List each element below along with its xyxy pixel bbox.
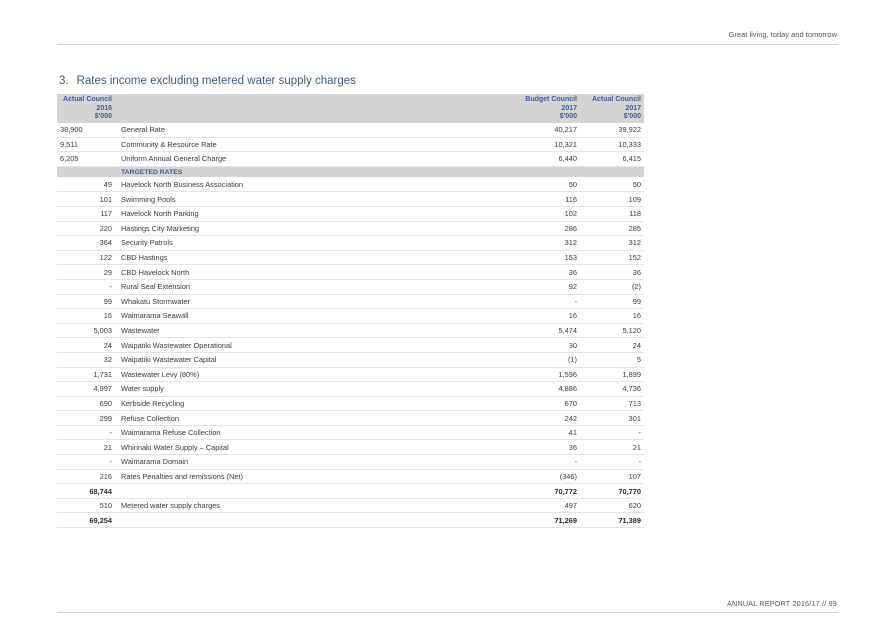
cell-label — [115, 484, 516, 499]
header-actual-2016-line1: Actual Council — [62, 96, 112, 103]
cell-actual: 50 — [580, 177, 644, 192]
cell-actual: 118 — [580, 206, 644, 221]
cell-prior: - — [57, 279, 115, 294]
cell-budget: 153 — [516, 250, 580, 265]
table-row — [57, 352, 644, 367]
cell-prior: 4,997 — [57, 382, 115, 397]
cell-prior: 24 — [57, 338, 115, 353]
table-row — [57, 177, 644, 192]
cell-budget: 41 — [516, 425, 580, 440]
cell-budget: 92 — [516, 279, 580, 294]
header-actual-2017 — [580, 94, 644, 123]
subheader-blank-actual — [580, 166, 644, 177]
cell-prior: 216 — [57, 469, 115, 484]
header-actual-2017-line2: 2017 — [625, 104, 641, 112]
cell-actual: 620 — [580, 498, 644, 513]
cell-actual: 107 — [580, 469, 644, 484]
cell-actual: 5 — [580, 352, 644, 367]
table-row — [57, 265, 644, 280]
cell-actual: 285 — [580, 221, 644, 236]
header-budget-2017-line3: $'000 — [559, 113, 577, 120]
footer-divider — [57, 612, 838, 613]
cell-prior: 49 — [57, 177, 115, 192]
cell-budget: 36 — [516, 440, 580, 455]
footer-page-label: ANNUAL REPORT 2016/17 // 99 — [727, 599, 837, 608]
cell-actual: 39,922 — [580, 123, 644, 138]
table-row — [57, 440, 644, 455]
table-row — [57, 206, 644, 221]
cell-label: Waipatiki Wastewater Operational — [115, 338, 516, 353]
cell-budget: 5,474 — [516, 323, 580, 338]
subheader-blank-prior — [57, 166, 115, 177]
cell-label: Kerbside Recycling — [115, 396, 516, 411]
table-row — [57, 469, 644, 484]
header-budget-2017 — [516, 94, 580, 123]
cell-prior: - — [57, 455, 115, 470]
cell-actual: 5,120 — [580, 323, 644, 338]
cell-budget: 6,440 — [516, 152, 580, 167]
cell-label: Rural Seal Extension — [115, 279, 516, 294]
cell-actual: 70,770 — [580, 484, 644, 499]
cell-label: CBD Havelock North — [115, 265, 516, 280]
cell-budget: 497 — [516, 498, 580, 513]
table-row — [57, 152, 644, 167]
targeted-rates-heading: TARGETED RATES — [115, 166, 516, 177]
section-title-text: Rates income excluding metered water supply charges — [76, 75, 356, 87]
cell-actual: 1,899 — [580, 367, 644, 382]
cell-label: Havelock North Business Association — [115, 177, 516, 192]
cell-budget: 116 — [516, 192, 580, 207]
cell-actual: 6,415 — [580, 152, 644, 167]
table-row — [57, 455, 644, 470]
cell-actual: 71,389 — [580, 513, 644, 528]
cell-actual: - — [580, 455, 644, 470]
cell-budget: 1,596 — [516, 367, 580, 382]
cell-prior: 364 — [57, 236, 115, 251]
header-budget-2017-line1: Budget Council — [525, 96, 577, 103]
cell-actual: 99 — [580, 294, 644, 309]
header-actual-2016-line2: 2016 — [96, 104, 112, 112]
cell-prior: 16 — [57, 309, 115, 324]
cell-actual: 109 — [580, 192, 644, 207]
cell-label: Waimarama Refuse Collection — [115, 425, 516, 440]
subheader-blank-budget — [516, 166, 580, 177]
table-body — [57, 123, 644, 528]
cell-prior: 29 — [57, 265, 115, 280]
cell-prior: 38,900 — [57, 123, 115, 138]
cell-prior: 32 — [57, 352, 115, 367]
cell-budget: 670 — [516, 396, 580, 411]
table-row — [57, 123, 644, 138]
cell-label: Waimarama Domain — [115, 455, 516, 470]
cell-budget: 50 — [516, 177, 580, 192]
cell-actual: 312 — [580, 236, 644, 251]
cell-budget: (346) — [516, 469, 580, 484]
cell-budget: 102 — [516, 206, 580, 221]
table-row — [57, 192, 644, 207]
header-budget-2017-line2: 2017 — [561, 104, 577, 112]
table-row — [57, 367, 644, 382]
cell-prior: 101 — [57, 192, 115, 207]
cell-prior: 299 — [57, 411, 115, 426]
cell-budget: 30 — [516, 338, 580, 353]
table-row — [57, 382, 644, 397]
cell-actual: 713 — [580, 396, 644, 411]
cell-prior: 510 — [57, 498, 115, 513]
cell-actual: - — [580, 425, 644, 440]
cell-budget: 4,886 — [516, 382, 580, 397]
cell-prior: 690 — [57, 396, 115, 411]
table-row — [57, 309, 644, 324]
cell-budget: - — [516, 294, 580, 309]
cell-actual: 301 — [580, 411, 644, 426]
cell-budget: 71,269 — [516, 513, 580, 528]
table-row — [57, 411, 644, 426]
cell-label: Whakatu Stormwater — [115, 294, 516, 309]
cell-prior: 1,731 — [57, 367, 115, 382]
cell-label: Waipatiki Wastewater Capital — [115, 352, 516, 367]
cell-label: Security Patrols — [115, 236, 516, 251]
header-actual-2017-line3: $'000 — [623, 113, 641, 120]
cell-budget: - — [516, 455, 580, 470]
cell-actual: (2) — [580, 279, 644, 294]
table-row — [57, 137, 644, 152]
cell-prior: 6,205 — [57, 152, 115, 167]
cell-prior: - — [57, 425, 115, 440]
targeted-rates-heading-row — [57, 166, 644, 177]
cell-label: Metered water supply charges — [115, 498, 516, 513]
cell-prior: 69,254 — [57, 513, 115, 528]
table-row — [57, 396, 644, 411]
cell-budget: (1) — [516, 352, 580, 367]
table-row — [57, 425, 644, 440]
cell-actual: 10,333 — [580, 137, 644, 152]
cell-actual: 16 — [580, 309, 644, 324]
section-number: 3. — [59, 75, 69, 87]
cell-label: Community & Resource Rate — [115, 137, 516, 152]
table-row — [57, 221, 644, 236]
cell-label: Water supply — [115, 382, 516, 397]
header-actual-2016-line3: $'000 — [94, 113, 112, 120]
cell-label: Havelock North Parking — [115, 206, 516, 221]
cell-prior: 9,511 — [57, 137, 115, 152]
header-actual-2016 — [57, 94, 115, 123]
cell-label: General Rate — [115, 123, 516, 138]
cell-label: Wastewater Levy (80%) — [115, 367, 516, 382]
table-row — [57, 294, 644, 309]
header-divider — [57, 44, 838, 45]
table-row — [57, 498, 644, 513]
cell-prior: 21 — [57, 440, 115, 455]
header-tagline: Great living, today and tomorrow — [728, 30, 837, 39]
cell-prior: 220 — [57, 221, 115, 236]
cell-prior: 5,003 — [57, 323, 115, 338]
cell-label: Wastewater — [115, 323, 516, 338]
cell-budget: 312 — [516, 236, 580, 251]
cell-budget: 40,217 — [516, 123, 580, 138]
cell-label: Refuse Collection — [115, 411, 516, 426]
cell-actual: 4,736 — [580, 382, 644, 397]
cell-prior: 117 — [57, 206, 115, 221]
cell-label: CBD Hastings — [115, 250, 516, 265]
header-actual-2017-line1: Actual Council — [591, 96, 641, 103]
table-row — [57, 279, 644, 294]
table-row — [57, 338, 644, 353]
cell-budget: 16 — [516, 309, 580, 324]
table-row — [57, 236, 644, 251]
cell-label: Uniform Annual General Charge — [115, 152, 516, 167]
table-row — [57, 323, 644, 338]
cell-prior: 99 — [57, 294, 115, 309]
cell-label: Hastings City Marketing — [115, 221, 516, 236]
cell-budget: 242 — [516, 411, 580, 426]
cell-budget: 70,772 — [516, 484, 580, 499]
table-row — [57, 250, 644, 265]
header-label — [115, 94, 516, 123]
cell-budget: 286 — [516, 221, 580, 236]
cell-budget: 10,321 — [516, 137, 580, 152]
cell-label: Rates Penalties and remissions (Net) — [115, 469, 516, 484]
total-row — [57, 513, 644, 528]
cell-actual: 24 — [580, 338, 644, 353]
cell-budget: 36 — [516, 265, 580, 280]
cell-prior: 122 — [57, 250, 115, 265]
cell-actual: 152 — [580, 250, 644, 265]
cell-label: Swimming Pools — [115, 192, 516, 207]
section-title — [59, 75, 356, 87]
rates-table — [57, 94, 644, 528]
cell-prior: 68,744 — [57, 484, 115, 499]
cell-actual: 36 — [580, 265, 644, 280]
cell-label: Whirinaki Water Supply – Capital — [115, 440, 516, 455]
total-row — [57, 484, 644, 499]
table-header-row — [57, 94, 644, 123]
rates-table-container — [57, 94, 644, 528]
cell-label: Waimarama Seawall — [115, 309, 516, 324]
cell-actual: 21 — [580, 440, 644, 455]
cell-label — [115, 513, 516, 528]
